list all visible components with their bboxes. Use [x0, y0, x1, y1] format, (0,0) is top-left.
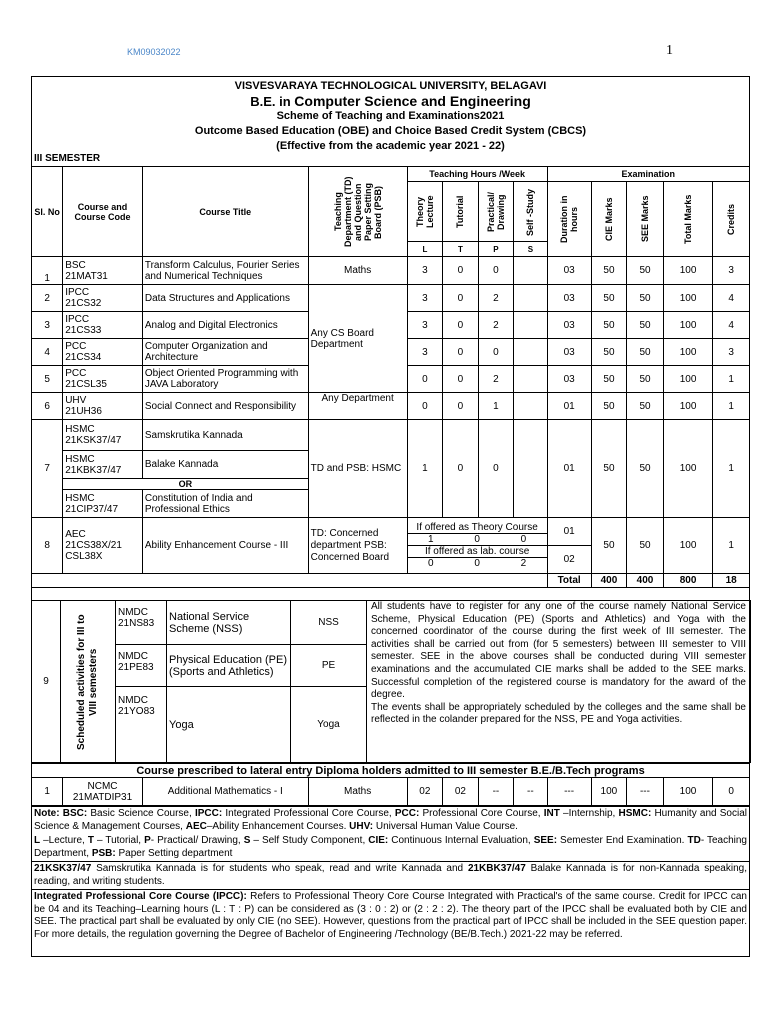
table-row: 9 Scheduled activities for III to VIII semesters NMDC 21NS83 National Service Scheme (NSS) NSS All students have to register for any one of the course namely National Service Scheme, Physical Education (PE) (Sports and Athletics) and Yoga with the concerned coordinator of the course during the first week of III semester. The activities shall be carried out from (for 5 semesters) between III semester to VIII semester. SEE in the above courses shall be conducted during VIII semester examinations and the accumulated CIE marks shall be added to the SEE marks. Successful completion of the registered course is mandatory for the award of the degree. The events shall be appropriately scheduled by the colleges and the same shall be reflected in the colander prepared for the NSS, PE and Yoga activities.: [32, 601, 751, 645]
table-row: 4 PCC 21CS34 Computer Organization and Architecture 3 0 0 03 50 50 100 3: [32, 339, 750, 366]
degree-name: Computer Science and Engineering: [294, 93, 531, 109]
col-theory: Theory Lecture: [407, 182, 443, 242]
table-row: 6 UHV 21UH36 Social Connect and Responsibility Any Department 0 0 1 01 50 50 100 1: [32, 393, 750, 420]
page-number: 1: [666, 43, 673, 58]
note-abbreviations: Note: BSC: Basic Science Course, IPCC: Integrated Professional Core Course, PCC: Professional Core Course, INT –Internship, HSMC: Humanity and Social Science & Management Courses, AEC–Ability Enhancement Courses. UHV: Universal Human Value Course.: [31, 806, 750, 834]
semester-label: III SEMESTER: [34, 153, 101, 164]
scheduled-vertical-label: Scheduled activities for III to VIII semesters: [61, 601, 116, 763]
table-row: OR: [32, 479, 750, 490]
lateral-entry-table: [31, 763, 750, 806]
effective-year: (Effective from the academic year 2021 - 22): [276, 140, 505, 152]
table-row: NMDC 21PE83 Physical Education (PE) (Sports and Athletics) PE: [32, 645, 751, 687]
table-row: 1 BSC 21MAT31 Transform Calculus, Fourier Series and Numerical Techniques Maths 3 0 0 03 50 50 100 3: [32, 257, 750, 285]
col-cie: CIE Marks: [591, 182, 627, 257]
col-credits: Credits: [713, 182, 750, 257]
table-row: NMDC 21YO83 Yoga Yoga: [32, 687, 751, 763]
col-S: S: [514, 242, 547, 257]
table-row: HSMC 21KBK37/47 Balake Kannada: [32, 451, 750, 479]
col-dept: Teaching Department (TD) and Question Paper Setting Board (PSB): [308, 167, 407, 257]
notes-section: [31, 806, 750, 942]
table-row: 7 HSMC 21KSK37/47 Samskrutika Kannada TD and PSB: HSMC 1 0 0 01 50 50 100 1: [32, 420, 750, 451]
scheduled-activities-table: [31, 600, 751, 763]
totals-row: Total 400 400 800 18: [32, 574, 750, 588]
note-ltps: L –Lecture, T – Tutorial, P- Practical/ Drawing, S – Self Study Component, CIE: Continuous Internal Evaluation, SEE: Semester End Examination. TD- Teaching Department, PSB: Paper Setting department: [34, 835, 747, 859]
note-kannada: 21KSK37/47 Samskrutika Kannada is for students who speak, read and write Kannada and 21KBK37/47 Balake Kannada is for non-Kannada speaking, reading, and writing students.: [31, 861, 750, 889]
system-title: Outcome Based Education (OBE) and Choice Based Credit System (CBCS): [194, 125, 587, 137]
col-tutorial: Tutorial: [443, 182, 479, 242]
col-P: P: [478, 242, 514, 257]
table-row: HSMC 21CIP37/47 Constitution of India and Professional Ethics: [32, 490, 750, 518]
col-T: T: [443, 242, 479, 257]
table-row: 1 NCMC 21MATDIP31 Additional Mathematics - I Maths 02 02 -- -- --- 100 --- 100 0: [32, 778, 750, 806]
col-see: SEE Marks: [627, 182, 664, 257]
any-cs-board: Any CS Board Department: [308, 285, 407, 393]
col-course: Course and Course Code: [63, 167, 143, 257]
scheduled-paragraph: All students have to register for any one of the course namely National Service Scheme, Physical Education (PE) (Sports and Athletics) and Yoga with the concerned coordinator of the course during the first week of III semester. The activities shall be carried out from (for 5 semesters) between III semester to VIII semester. SEE in the above courses shall be conducted during VIII semester examinations and the accumulated CIE marks shall be added to the SEE marks. Successful completion of the registered course is mandatory for the award of the degree. The events shall be appropriately scheduled by the colleges and the same shall be reflected in the colander prepared for the NSS, PE and Yoga activities.: [367, 601, 751, 763]
table-row: 5 PCC 21CSL35 Object Oriented Programming with JAVA Laboratory 0 0 2 03 50 50 100 1: [32, 366, 750, 393]
col-L: L: [407, 242, 443, 257]
scheme-table: [31, 166, 750, 588]
col-practical: Practical/ Drawing: [478, 182, 514, 242]
col-sl: Sl. No: [32, 167, 63, 257]
note-ipcc: Integrated Professional Core Course (IPCC): Refers to Professional Theory Core Course Integrated with Practical's of the same course. Credit for IPCC can be 04 and its Teaching–Learning hours (L : T : P) can be considered as (3 : 0 : 2) or (2 : 2 : 2). The theory part of the IPCC shall be evaluated both by CIE and SEE. The practical part shall be evaluated by only CIE (no SEE). However, questions from the practical part of IPCC shall be included in the SEE question paper. For more details, the regulation governing the Degree of Bachelor of Engineering /Technology (BE/B.Tech.) 2021-22 may be referred.: [31, 889, 750, 942]
col-duration: Duration in hours: [547, 182, 591, 257]
col-title: Course Title: [142, 167, 308, 257]
scheme-title: Scheme of Teaching and Examinations2021: [276, 110, 505, 122]
degree-line: B.E. in Computer Science and Engineering: [250, 93, 531, 109]
header-block: [32, 77, 749, 154]
lateral-heading: Course prescribed to lateral entry Diploma holders admitted to III semester B.E./B.Tech programs: [32, 764, 750, 778]
col-teaching-hours: Teaching Hours /Week: [407, 167, 547, 182]
table-row: 3 IPCC 21CS33 Analog and Digital Electronics 3 0 2 03 50 50 100 4: [32, 312, 750, 339]
table-row: 8 AEC 21CS38X/21 CSL38X Ability Enhancement Course - III TD: Concerned department PSB: Concerned Board If offered as Theory Course 1 0 0 If offered as lab. course 0 0 2 01 02 50 50 100 1: [32, 518, 750, 574]
table-row: 2 IPCC 21CS32 Data Structures and Applications Any CS Board Department 3 0 2 03 50 50 100 4: [32, 285, 750, 312]
university-name: VISVESVARAYA TECHNOLOGICAL UNIVERSITY, BELAGAVI: [234, 80, 547, 92]
col-self-study: Self -Study: [514, 182, 547, 242]
document-ref-code: KM09032022: [127, 47, 181, 57]
col-total: Total Marks: [663, 182, 713, 257]
col-examination: Examination: [547, 167, 749, 182]
